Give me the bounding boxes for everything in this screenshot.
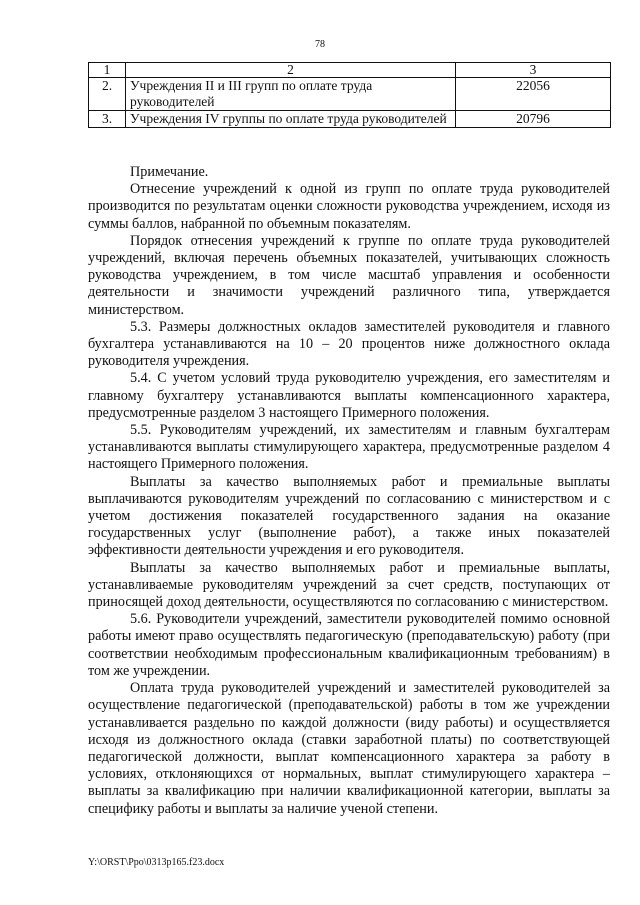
paragraph: Выплаты за качество выполняемых работ и премиальные выплаты выплачиваются руководителям учреждений по согласованию с министерством и с учетом достижения показателей государственного задания на оказание государственных услуг (выполнение работ), а также иных показателей эффективности деятельности учреждения и его руководителя.	[88, 473, 610, 559]
table-cell-name: Учреждения IV группы по оплате труда руководителей	[126, 111, 456, 128]
table-cell-name: Учреждения II и III групп по оплате труда руководителей	[126, 78, 456, 111]
paragraph: Порядок отнесения учреждений к группе по оплате труда руководителей учреждений, включая перечень объемных показателей, учитывающих сложность руководства учреждением, в том числе масштаб управления и особенности деятельности и значимости учреждений различного типа, утверждается министерством.	[88, 232, 610, 318]
paragraph: Отнесение учреждений к одной из групп по оплате труда руководителей производится по результатам оценки сложности руководства учреждением, исходя из суммы баллов, набранной по объемным показателям.	[88, 181, 610, 232]
table-header-cell: 2	[126, 63, 456, 78]
table-header-row	[89, 63, 611, 78]
paragraph: 5.3. Размеры должностных окладов заместителей руководителя и главного бухгалтера устанавливаются на 10 – 20 процентов ниже должностного оклада руководителя учреждения.	[88, 318, 610, 370]
body-text	[88, 164, 610, 818]
paragraph: 5.6. Руководители учреждений, заместители руководителей помимо основной работы имеют право осуществлять педагогическую (преподавательскую) работу (при соответствии необходимым профессиональным квалификационным требованиям) в том же учреждении.	[88, 611, 610, 679]
paragraph: Выплаты за качество выполняемых работ и премиальные выплаты, устанавливаемые руководителям учреждений за счет средств, поступающих от приносящей доход деятельности, осуществляются по согласованию с министерством.	[88, 559, 610, 611]
table-cell-number: 3.	[89, 111, 126, 128]
table-row	[89, 78, 611, 111]
table-cell-value: 22056	[456, 78, 611, 111]
paragraph: Оплата труда руководителей учреждений и заместителей руководителей за осуществление педагогической (преподавательской) работы в том же учреждении устанавливается раздельно по каждой должности (виду работы) и осуществляется исходя из должностного оклада (ставки заработной платы) по соответствующей педагогической должности, выплат компенсационного характера за работу в условиях, отклоняющихся от нормальных, выплат стимулирующего характера – выплаты за квалификацию при наличии квалификационной категории, выплаты за специфику работы и выплаты за наличие ученой степени.	[88, 680, 610, 817]
table-header-cell: 1	[89, 63, 126, 78]
table-row	[89, 111, 611, 128]
page-number: 78	[315, 39, 325, 50]
paragraph: 5.5. Руководителям учреждений, их заместителям и главным бухгалтерам устанавливаются выплаты стимулирующего характера, предусмотренные разделом 4 настоящего Примерного положения.	[88, 422, 610, 473]
paragraph: 5.4. С учетом условий труда руководителю учреждения, его заместителям и главному бухгалтеру устанавливаются выплаты компенсационного характера, предусмотренные разделом 3 настоящего Примерного положения.	[88, 370, 610, 421]
table-header-cell: 3	[456, 63, 611, 78]
table-cell-number: 2.	[89, 78, 126, 111]
note-heading: Примечание.	[130, 164, 209, 180]
file-path-footer: Y:\ORST\Ppo\0313p165.f23.docx	[88, 857, 225, 868]
table-cell-value: 20796	[456, 111, 611, 128]
salary-table	[88, 62, 611, 128]
